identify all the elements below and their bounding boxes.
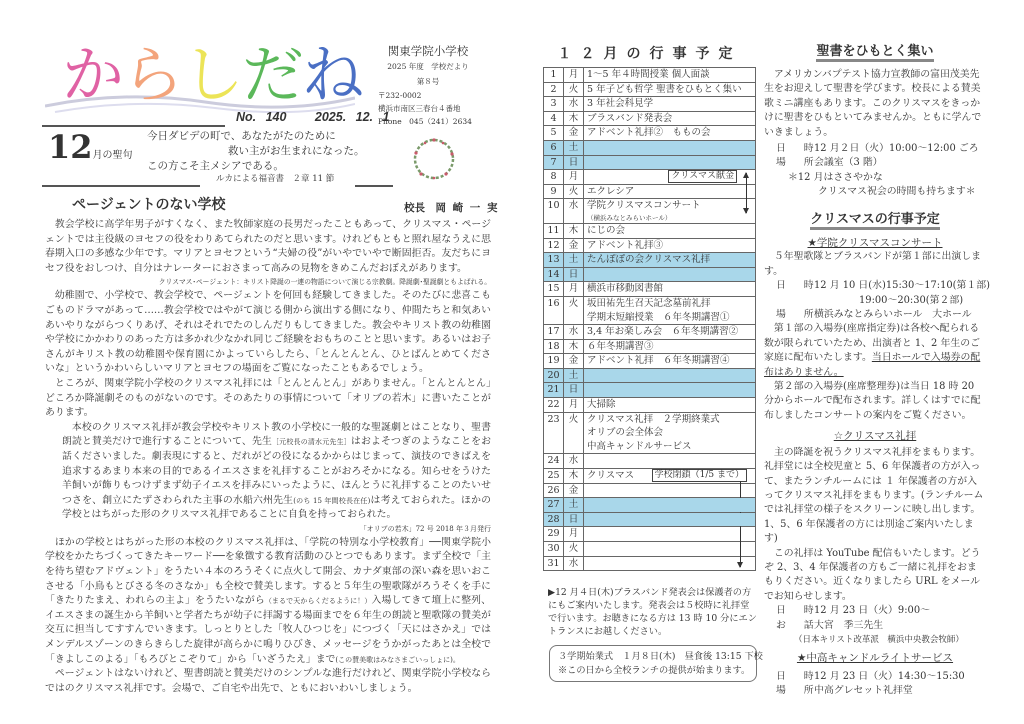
day-number: 30: [544, 542, 564, 557]
calendar-row: [544, 82, 756, 97]
section-heading: [764, 212, 986, 228]
event-text: [587, 141, 752, 155]
calendar-row: [544, 556, 756, 571]
event-cell: [584, 199, 756, 224]
day-number: 17: [544, 325, 564, 340]
event-text: 5 年子ども哲学 聖書をひもとく集い: [587, 83, 742, 95]
paragraph: [45, 536, 491, 667]
value: 中高グレセット礼拝堂: [814, 685, 913, 697]
event-cell: [584, 339, 756, 354]
paragraph: 主の降誕を祝うクリスマス礼拝をまもります。礼拝堂には全校児童と 5、6 年保護者の方が入って、またランチルームには １ 年保護者の方が入ってクリスマス礼拝をまもります。(ランチルームでは礼拝堂の様子をスクリーンに映し出します。1、5、6 年保護者の方には別途ご案内いたします): [764, 446, 984, 545]
day-number: 7: [544, 155, 564, 170]
day-number: 29: [544, 527, 564, 542]
verse-source: ルカによる福音書 ２章 11 節: [216, 174, 335, 184]
christmas-events-section: [764, 212, 991, 699]
label: 場 所: [776, 309, 818, 321]
day-number: 8: [544, 170, 564, 185]
value: 12 月 10 日(水)15:30〜17:10(第１部): [814, 280, 991, 292]
event-text: エクレシア: [587, 185, 635, 197]
label: 場 所: [776, 157, 818, 169]
event-text: アドベント礼拝 ６年冬期講習④: [587, 355, 730, 367]
event-cell: [584, 398, 756, 413]
calendar-row: [544, 199, 756, 224]
date-row: [764, 279, 991, 293]
box-line: ３学期始業式 １月８日(木) 昼食後 13:15 下校: [558, 651, 763, 662]
verse-line: 今日ダビデの町で、あなたがたのために: [147, 130, 336, 142]
weekday: 土: [564, 498, 584, 513]
calendar-row: [544, 126, 756, 141]
event-cell: [584, 368, 756, 383]
service-heading: [764, 429, 986, 443]
day-number: 11: [544, 223, 564, 238]
event-text: ６年冬期講習③: [587, 340, 654, 352]
year-label: 2025 年度 学校だより: [387, 62, 469, 71]
article-author: 校長 岡 崎 一 実: [404, 202, 498, 214]
weekday: 月: [564, 527, 584, 542]
event-text: アドベント礼拝② ももの会: [587, 127, 711, 139]
heading-text: ★中高キャンドルライトサービス: [796, 652, 954, 665]
value: 12 月 23 日（火）9:00〜: [814, 605, 930, 617]
verse-month: 12: [48, 128, 93, 166]
weekday: 水: [564, 199, 584, 224]
calendar-row: [544, 111, 756, 126]
weekday: 日: [564, 383, 584, 398]
day-number: 22: [544, 398, 564, 413]
logo-char: だ: [242, 40, 303, 110]
logo-char: か: [62, 40, 123, 110]
event-cell: [584, 155, 756, 170]
issue-number-date: [236, 110, 389, 125]
event-subtext: （横浜みなとみらいホール）: [587, 213, 672, 222]
calendar-row: [544, 542, 756, 557]
logo-char: し: [182, 40, 243, 110]
event-cell: [584, 469, 756, 484]
value: 12 月２日（火）10:00〜12:00 ごろ: [814, 143, 979, 155]
weekday: 日: [564, 267, 584, 282]
calendar-row: [544, 282, 756, 297]
weekday: 火: [564, 296, 584, 324]
speaker-affiliation: （日本キリスト改革派 横浜中央教会牧師）: [794, 634, 964, 645]
calendar-row: [544, 223, 756, 238]
box-line: ※この日から全校ランチの提供が始まります。: [558, 664, 751, 676]
event-text: [587, 527, 752, 541]
weekday: 木: [564, 111, 584, 126]
label: 日 時: [776, 670, 818, 682]
event-text: にじの会: [587, 224, 626, 236]
issue-label: 第８号: [416, 77, 440, 86]
day-number: 10: [544, 199, 564, 224]
weekday: 水: [564, 556, 584, 571]
weekday: 土: [564, 140, 584, 155]
event-text: [587, 498, 752, 512]
verse-heading: [48, 128, 133, 166]
calendar-row: [544, 483, 756, 498]
event-cell: [584, 296, 756, 324]
postal-code: 〒232-0002: [378, 91, 422, 100]
bible-study-section: [764, 44, 986, 200]
quote-citation: 「オリブの若木」72 号 2018 年３月発行: [359, 524, 491, 533]
value: 12 月 23 日（火）14:30〜15:30: [814, 670, 965, 682]
calendar-row: [544, 398, 756, 413]
calendar-row: [544, 238, 756, 253]
calendar-row: [544, 140, 756, 155]
phone: Phone 045（241）2634: [378, 117, 472, 126]
paragraph: 幼稚園で、小学校で、教会学校で、ページェントを何回も経験してきました。そのたびに悲喜こもごものドラマがあって……教会学校ではやがて演じる側から演出する側になり、仲間たちと和気あいあいやりながらつくりあげ、それはそれでたのしんだりもしてきました。教会やキリスト教の幼稚園や学校にかかわりのあった方は多かれ少なかれ同じご経験をおもちのことと思います。あるいはお子さんがキリスト教の幼稚園や保育園にかよっていらしたら、「とんとんとん、ひとばんとめてくださいな」というかわいらしいマリアとヨセフの場面をご覧になったこともあるでしょう。: [45, 290, 491, 375]
day-number: 12: [544, 238, 564, 253]
event-cell: [584, 498, 756, 513]
date-row-2: 19:00〜20:30(第２部): [859, 294, 964, 306]
weekday: 月: [564, 68, 584, 83]
school-name: 関東学院小学校: [387, 44, 469, 58]
school-info: [378, 44, 478, 128]
event-text: [587, 369, 752, 383]
principal-article: [45, 218, 491, 696]
event-cell: [584, 97, 756, 112]
calendar-row: [544, 368, 756, 383]
event-text: [587, 454, 752, 468]
events-calendar-table: [543, 67, 756, 571]
event-cell: [584, 223, 756, 238]
date-row: [764, 604, 986, 618]
quote-text: 本校のクリスマス礼拝が教会学校やキリスト教の小学校に一般的な聖誕劇とはことなり、聖書朗読と賛美だけで進行することについて、先生: [62, 421, 491, 448]
event-cell: [584, 556, 756, 571]
weekday: 水: [564, 454, 584, 469]
event-text: ブラスバンド発表会: [587, 112, 673, 124]
aside: （まるで天からくだるように！）: [264, 597, 372, 606]
article-title: ページェントのない学校: [72, 197, 226, 213]
offering-tag: クリスマス献金: [668, 170, 737, 183]
event-text: [587, 513, 752, 527]
place-row: [764, 156, 986, 170]
paragraph: ５年聖歌隊とブラスバンドが第１部に出演します。: [764, 251, 981, 277]
brass-band-notice: ▶12 月４日(木)ブラスバンド発表会は保護者の方にもご案内いたします。発表会は５校時に礼拝堂で行います。お聴きになる方は 13 時 10 分にエントランスにお越しください。: [548, 587, 757, 637]
event-cell: [584, 170, 756, 185]
value: 大宮 季三先生: [814, 619, 884, 631]
event-cell: [584, 267, 756, 282]
event-text: 学期末短縮授業 ６年冬期講習①: [587, 311, 730, 323]
weekday: 土: [564, 368, 584, 383]
event-cell: [584, 512, 756, 527]
aside: (この賛美歌はみなさまごいっしょに)。: [335, 655, 460, 664]
calendar-row: [544, 498, 756, 513]
date-row: [764, 670, 986, 684]
weekday: 火: [564, 184, 584, 199]
date-row: [764, 142, 986, 156]
text: 第１部の入場券(座席指定券)は各校へ配られる数が限られていたため、出演者と 1、2 年生のご家庭に配布いたします。: [764, 323, 980, 364]
weekday: 木: [564, 469, 584, 484]
event-cell: [584, 238, 756, 253]
paragraph: 第２部の入場券(座席整理券)は当日 18 時 20 分からホールで配布されます。詳しくはすでに配布しましたコンサートの案内をご覧ください。: [764, 381, 981, 421]
quote-text: は考えておられた。ほかの学校とはちがった形のクリスマス礼拝であることに自負を持っておられた。: [62, 494, 491, 521]
event-text: たんぽぽの会クリスマス礼拝: [587, 254, 711, 266]
event-cell: [584, 68, 756, 83]
divider: [42, 125, 225, 127]
event-text: 1〜5 年４時間授業 個人面談: [587, 69, 710, 80]
verse-line: この方こそ主メシアである。: [147, 160, 284, 172]
weekday: 火: [564, 542, 584, 557]
day-number: 1: [544, 68, 564, 83]
quote-text: はおよそつぎのようなことをお話くださいました。劇表現にすると、だれがどの役になるかからはじまって、演技のできばえを追求するあまり本来の目的であるイエスさまを礼拝することがおろそかになる。知らせをうけた羊飼いが飾りもつけずまず幼子イエスを拝みにいったように、ほんとうに礼拝することのたいせつさを、創立にたずさわられた主事の水船六州先生: [62, 436, 492, 506]
underlined-text: 当日ホールで入場券の配布はありません。: [764, 352, 981, 378]
text: 入場してきて壇上に整列、イエスさまの誕生から羊飼いと学者たちが幼子に拝謁する場面までを６年生の朗読と聖歌隊の賛美が交互に担当してすすんでいきます。しっとりとした「牧人ひつじを」につづく「天にはさかえ」ではメンデルスゾーンのきらきらした旋律が高らかに鳴りひびき、メッセージをうかがったあとは全校で「きよしこのよる」「もろびとこぞりて」から「いざうたえ」まで: [45, 595, 491, 665]
heading-text: クリスマスの行事予定: [810, 212, 939, 230]
quotation: [45, 421, 491, 523]
event-cell: [584, 184, 756, 199]
concert-heading: [764, 236, 986, 250]
event-cell: [584, 111, 756, 126]
weekday: 月: [564, 398, 584, 413]
paragraph: この礼拝は YouTube 配信もいたします。どうぞ 2、3、4 年保護者の方もご一緒に礼拝をおまもりください。近くなりましたら URL をメールでお知らせします。: [764, 547, 981, 602]
event-cell: [584, 483, 756, 498]
calendar-row: [544, 454, 756, 469]
weekday: 金: [564, 483, 584, 498]
weekday: 金: [564, 126, 584, 141]
day-number: 27: [544, 498, 564, 513]
footnote: クリスマス･ページェント：キリスト降誕の一連の物語について演じる宗教劇。降誕劇･聖誕劇ともよばれる。: [158, 278, 491, 287]
issue-date: 2025. 12. 1: [314, 110, 390, 124]
event-cell: [584, 454, 756, 469]
event-text: 横浜市移動図書館: [587, 283, 664, 295]
divider: [355, 185, 393, 187]
event-cell: [584, 82, 756, 97]
third-term-box: [549, 645, 763, 682]
calendar-row: [544, 155, 756, 170]
day-number: 5: [544, 126, 564, 141]
calendar-row: [544, 339, 756, 354]
note: クリスマス祝会の時間も持ちます＊: [818, 186, 976, 198]
event-text: [587, 484, 752, 498]
verse-label: 月の聖句: [92, 150, 133, 161]
note: ＊12 月はささやかな: [788, 171, 883, 183]
place-row: [764, 684, 986, 698]
wreath-icon: [408, 134, 460, 184]
paragraph: [764, 322, 986, 380]
weekday: 金: [564, 354, 584, 369]
day-number: 14: [544, 267, 564, 282]
calendar-row: [544, 383, 756, 398]
day-number: 3: [544, 97, 564, 112]
label: 日 時: [776, 143, 818, 155]
day-number: 18: [544, 339, 564, 354]
day-number: 16: [544, 296, 564, 324]
paragraph: ページェントはないけれど、聖書朗読と賛美だけのシンプルな進行だけれど、関東学院小学校ならではのクリスマス礼拝です。会場で、ご自宅や出先で、ともにおいわいしましょう。: [45, 668, 491, 694]
day-number: 19: [544, 354, 564, 369]
weekday: 火: [564, 82, 584, 97]
issue-no: No. 140: [236, 110, 287, 124]
address: 横浜市南区三春台４番地: [378, 104, 461, 113]
calendar-row: [544, 325, 756, 340]
weekday: 木: [564, 339, 584, 354]
weekday: 月: [564, 282, 584, 297]
weekday: 日: [564, 155, 584, 170]
calendar-row: [544, 253, 756, 268]
calendar-row: [544, 469, 756, 484]
day-number: 20: [544, 368, 564, 383]
closure-tag: 学校閉鎖（1/5 まで）: [652, 469, 747, 482]
calendar-row: [544, 184, 756, 199]
event-text: 中高キャンドルサービス: [587, 440, 692, 452]
day-number: 25: [544, 469, 564, 484]
weekday: 水: [564, 97, 584, 112]
paragraph: 教会学校に高学年男子がすくなく、また牧師家庭の長男だったこともあって、クリスマス・ページェントでは主役級のヨセフの役をわりあてられたのだと思います。けれどもともと照れ屋なうえに思春期入口の多感な少年です。マリアとヨセフという“夫婦の役”がいやでいやで断固拒否。友だちにヨセフ役をおしつけ、自分はナレーターにおさまって高みの見物をきめこんだおぼえがあります。: [45, 219, 491, 274]
event-text: クリスマス: [587, 470, 635, 482]
event-text: [587, 268, 752, 282]
event-text: 3,4 年お楽しみ会 ６年冬期講習②: [587, 326, 739, 338]
event-text: 大掃除: [587, 399, 616, 411]
value: 横浜みなとみらいホール 大ホール: [814, 309, 972, 321]
newsletter-logo: [62, 40, 367, 110]
event-text: 学院クリスマスコンサート: [587, 200, 701, 212]
calendar-row: [544, 170, 756, 185]
event-cell: [584, 140, 756, 155]
place-row: [764, 308, 986, 322]
event-cell: [584, 412, 756, 454]
calendar-row: [544, 412, 756, 454]
event-text: 坂田祐先生召天記念墓前礼拝: [587, 297, 711, 309]
event-text: オリブの会全体会: [587, 427, 664, 439]
day-number: 28: [544, 512, 564, 527]
weekday: 火: [564, 412, 584, 454]
day-number: 13: [544, 253, 564, 268]
weekday: 金: [564, 238, 584, 253]
event-cell: [584, 126, 756, 141]
heading-text: 聖書をひもとく集い: [816, 44, 933, 62]
label: 場 所: [776, 685, 818, 697]
label: お 話: [776, 619, 818, 631]
label: 日 時: [776, 280, 818, 292]
event-text: クリスマス礼拝 ２学期終業式: [587, 413, 720, 425]
event-cell: [584, 253, 756, 268]
day-number: 15: [544, 282, 564, 297]
calendar-row: [544, 527, 756, 542]
day-number: 23: [544, 412, 564, 454]
quote-note: ［元校長の清水元先生］: [272, 438, 351, 447]
day-number: 9: [544, 184, 564, 199]
candle-heading: [764, 651, 986, 665]
verse-line: 救い主がお生まれになった。: [228, 145, 365, 157]
weekday: 日: [564, 512, 584, 527]
logo-char: ね: [302, 40, 363, 110]
speaker-row: [764, 619, 986, 633]
calendar-row: [544, 512, 756, 527]
day-number: 4: [544, 111, 564, 126]
section-heading: [764, 44, 986, 60]
event-text: アドベント礼拝③: [587, 239, 664, 251]
event-cell: [584, 383, 756, 398]
calendar-title: １２月の行事予定: [557, 46, 742, 62]
weekday: 水: [564, 325, 584, 340]
event-cell: [584, 282, 756, 297]
divider: [42, 185, 200, 187]
text: ほかの学校とはちがった形の本校のクリスマス礼拝は、「学院の特別な小学校教育」──関東学院小学校をかたちづくってきたキーワード──を象徴する教育活動のひとつでもあります。まず全校で「主を待ち望むアドヴェント」をうたい４本のろうそくに点火して開会、カナダ東部の深い森を思いおこさせる「小鳥もとびさる冬のさなか」も全校で賛美します。すると５年生の聖歌隊がろうそくを手に「きたりたまえ、われらの主よ」をうたいながら: [45, 536, 491, 607]
day-number: 2: [544, 82, 564, 97]
heading-text: ★学院クリスマスコンサート: [807, 237, 943, 249]
logo-char: ら: [122, 40, 183, 110]
event-text: [587, 542, 752, 556]
calendar-row: [544, 68, 756, 83]
event-cell: [584, 325, 756, 340]
weekday: 月: [564, 170, 584, 185]
weekday: 土: [564, 253, 584, 268]
day-number: 6: [544, 140, 564, 155]
calendar-row: [544, 296, 756, 324]
day-number: 31: [544, 556, 564, 571]
label: 日 時: [776, 605, 818, 617]
day-number: 26: [544, 483, 564, 498]
event-cell: [584, 527, 756, 542]
calendar-row: [544, 267, 756, 282]
paragraph: アメリカンバプテスト協力宣教師の富田茂美先生をお迎えして聖書を学びます。校長による賛美歌ミニ講座もあります。このクリスマスをきっかけに聖書をひもといてみませんか。ともに学んでいきましょう。: [764, 69, 982, 138]
heading-text: ☆クリスマス礼拝: [833, 430, 917, 443]
day-number: 24: [544, 454, 564, 469]
calendar-row: [544, 97, 756, 112]
event-text: [587, 156, 752, 170]
event-cell: [584, 542, 756, 557]
event-text: [587, 383, 752, 397]
quote-note: (のち 15 年間校長在任): [293, 496, 371, 505]
calendar-row: [544, 354, 756, 369]
paragraph: ところが、関東学院小学校のクリスマス礼拝には「とんとんとん」がありません。「とんとんとん」どころか降誕劇そのものがないのです。そのあたりの事情について「オリブの若木」に書いたことがあります。: [45, 377, 491, 419]
event-cell: [584, 354, 756, 369]
day-number: 21: [544, 383, 564, 398]
event-text: [587, 557, 752, 571]
weekday: 木: [564, 223, 584, 238]
value: 会議室（3 階）: [814, 157, 883, 169]
event-text: 3 年社会科見学: [587, 98, 654, 110]
